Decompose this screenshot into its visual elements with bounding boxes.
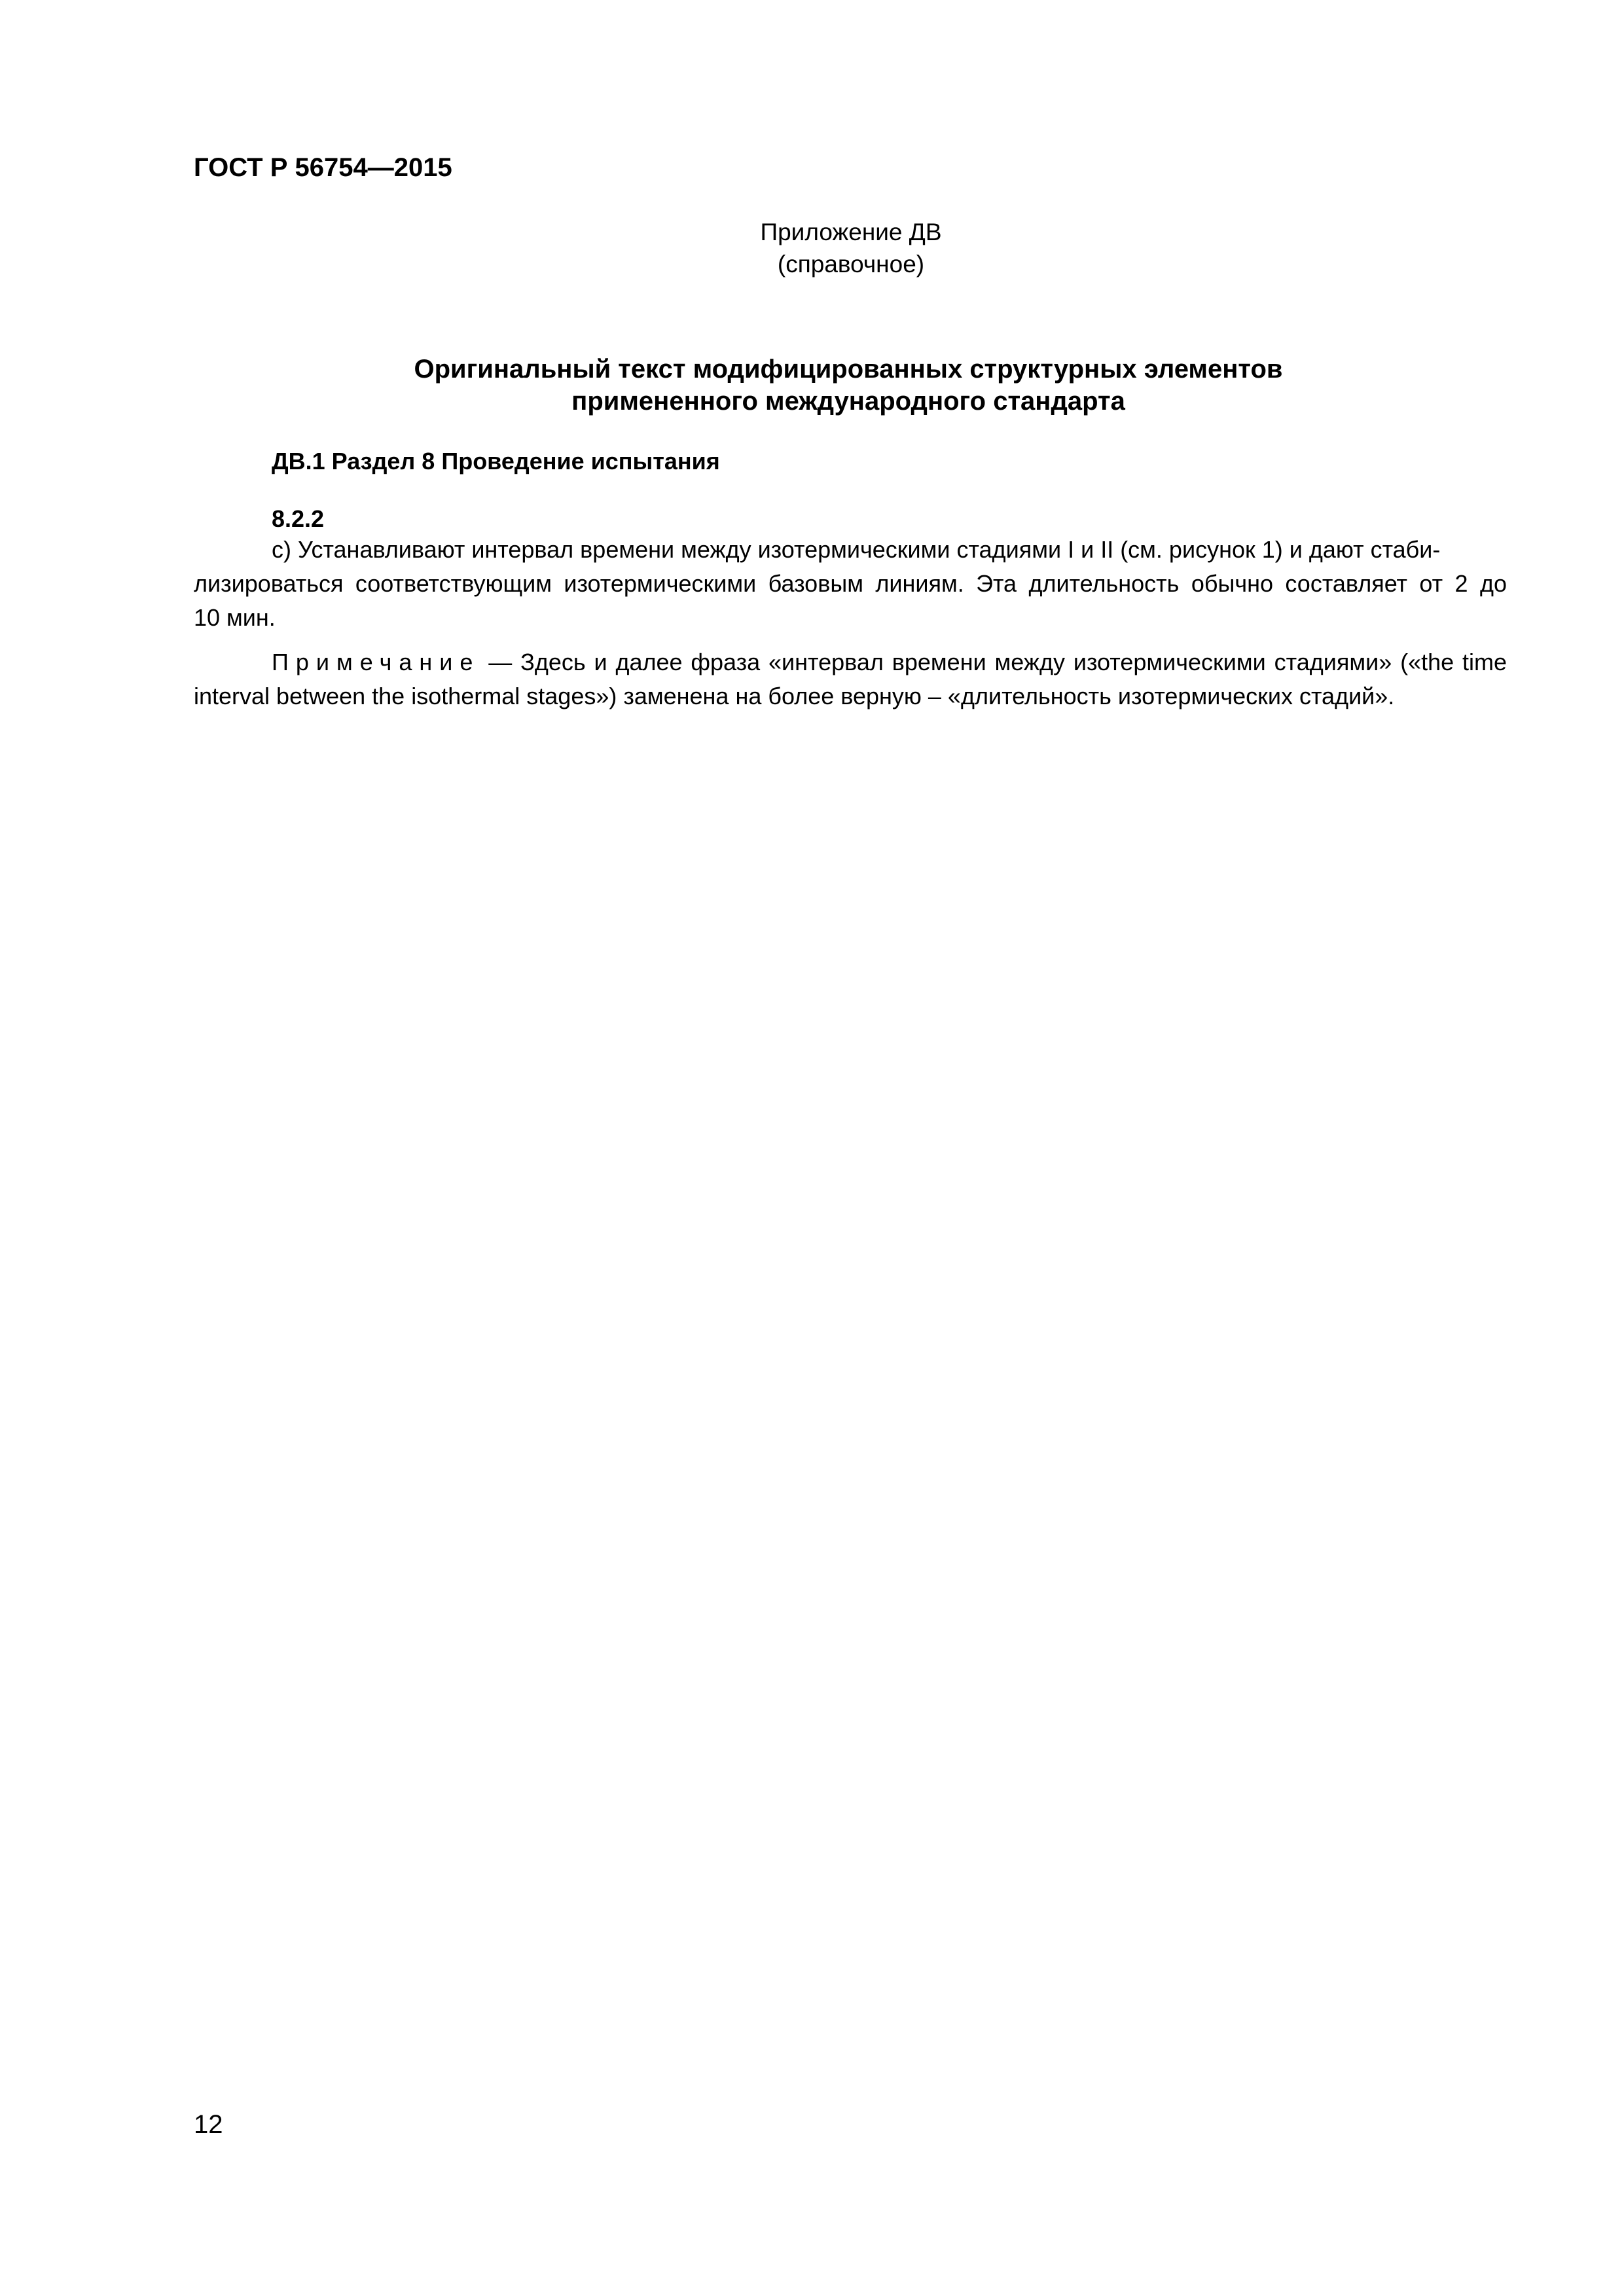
title-line-1: Оригинальный текст модифицированных структурных элементов: [414, 355, 1283, 384]
note-paragraph: [194, 645, 1507, 713]
note-label: Примечание: [272, 649, 480, 675]
document-code: ГОСТ Р 56754—2015: [194, 153, 452, 182]
section-heading: ДВ.1 Раздел 8 Проведение испытания: [272, 448, 720, 475]
page-number: 12: [194, 2110, 223, 2139]
note-text: Здесь и далее фраза «интервал времени между изотермическими стадиями» («the time interval between the isothermal stages») заменена на более верную – «длительность изотермических стадий».: [194, 649, 1507, 709]
appendix-label: Приложение ДВ: [760, 219, 942, 245]
appendix-title: [325, 353, 1372, 418]
clause-number: 8.2.2: [272, 505, 325, 532]
title-line-2: примененного международного стандарта: [571, 387, 1125, 416]
appendix-heading: [655, 216, 1047, 280]
clause-line-1: c) Устанавливают интервал времени между изотермическими стадиями I и II (см. рисунок 1) и дают стаби-: [272, 536, 1441, 563]
clause-line-2: лизироваться соответствующим изотермическими базовым линиям. Эта длительность обычно составляет от 2 до: [194, 570, 1507, 597]
note-dash: —: [480, 649, 521, 675]
clause-paragraph: [194, 533, 1507, 635]
clause-line-3: 10 мин.: [194, 604, 276, 631]
appendix-kind: (справочное): [777, 251, 925, 278]
